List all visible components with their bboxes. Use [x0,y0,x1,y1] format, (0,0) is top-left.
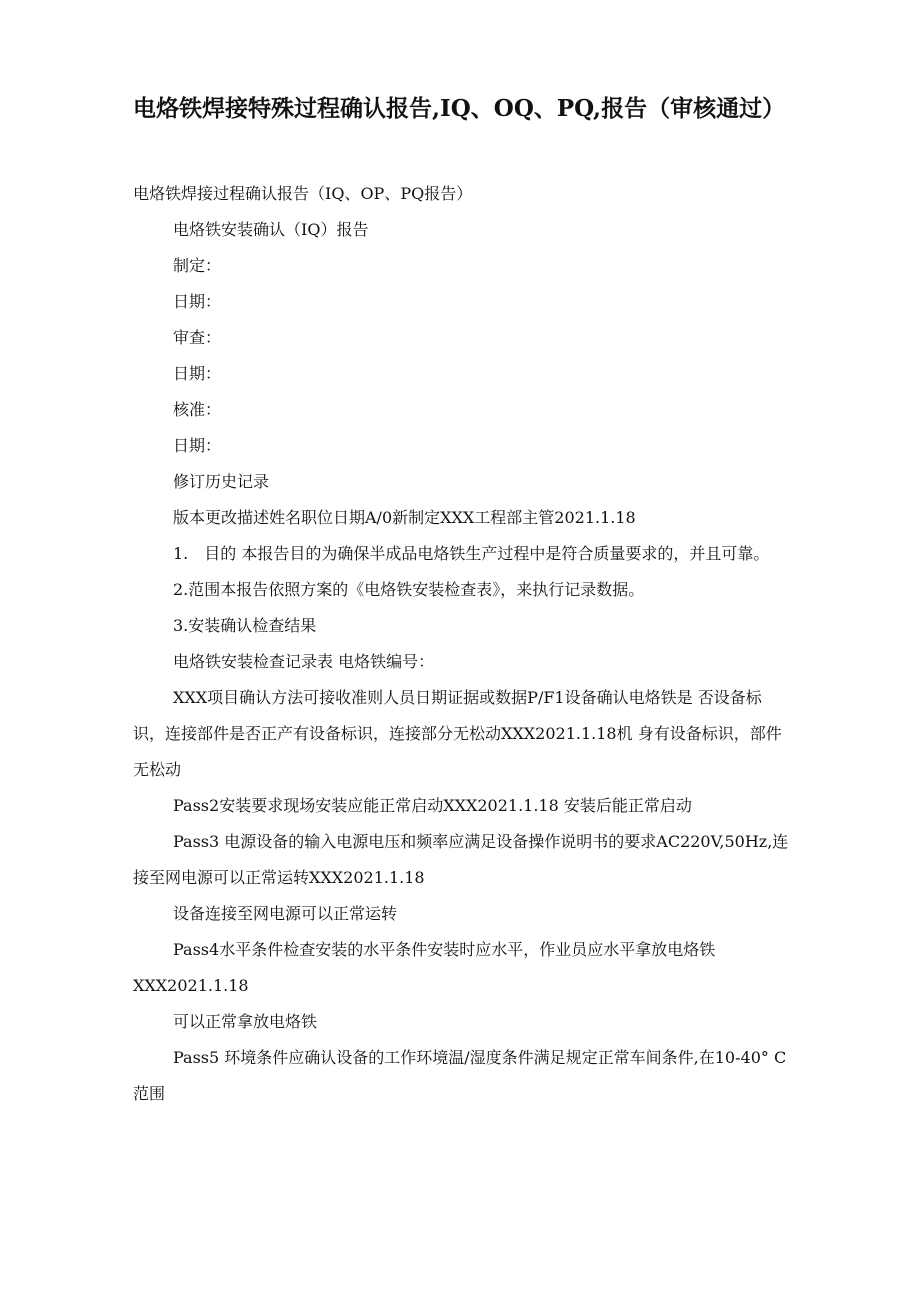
results-heading: 3.安装确认检查结果 [173,616,317,635]
revision-history-heading: 修订历史记录 [173,472,270,491]
check-item-3-result: 设备连接至网电源可以正常运转 [173,904,398,923]
check-item-5: Pass5 环境条件应确认设备的工作环境温/湿度条件满足规定正常车间条件,在10-40° C范围 [133,1048,787,1103]
iq-report-heading: 电烙铁安装确认（IQ）报告 [173,220,369,239]
approved-by-field: 核准： [173,400,222,419]
document-body [133,176,793,1112]
check-item-1: XXX项目确认方法可接收准则人员日期证据或数据P/F1设备确认电烙铁是 否设备标识，连接部件是否正产有设备标识，连接部分无松动XXX2021.1.18机 身有设备标识，部件无松动 [133,688,782,779]
check-item-2: Pass2安装要求现场安装应能正常启动XXX2021.1.18 安装后能正常启动 [173,796,692,815]
prepared-date-field: 日期： [173,292,222,311]
scope-paragraph: 2.范围本报告依照方案的《电烙铁安装检查表》，来执行记录数据。 [173,580,645,599]
reviewed-by-field: 审查： [173,328,222,347]
check-item-4: Pass4水平条件检查安装的水平条件安装时应水平，作业员应水平拿放电烙铁 XXX2021.1.18 [133,940,716,995]
revision-history-row: 版本更改描述姓名职位日期A/0新制定XXX工程部主管2021.1.18 [173,508,636,527]
prepared-by-field: 制定： [173,256,222,275]
check-item-4-result: 可以正常拿放电烙铁 [173,1012,318,1031]
document-title: 电烙铁焊接特殊过程确认报告,IQ、OQ、PQ,报告（审核通过） [133,95,786,122]
reviewed-date-field: 日期： [173,364,222,383]
report-subtitle: 电烙铁焊接过程确认报告（IQ、OP、PQ报告） [133,184,473,203]
approved-date-field: 日期： [173,436,222,455]
purpose-paragraph: 1. 目的 本报告目的为确保半成品电烙铁生产过程中是符合质量要求的，并且可靠。 [173,544,770,563]
checklist-title: 电烙铁安装检查记录表 电烙铁编号： [173,652,435,671]
check-item-3: Pass3 电源设备的输入电源电压和频率应满足设备操作说明书的要求AC220V,50Hz,连接至网电源可以正常运转XXX2021.1.18 [133,832,789,887]
